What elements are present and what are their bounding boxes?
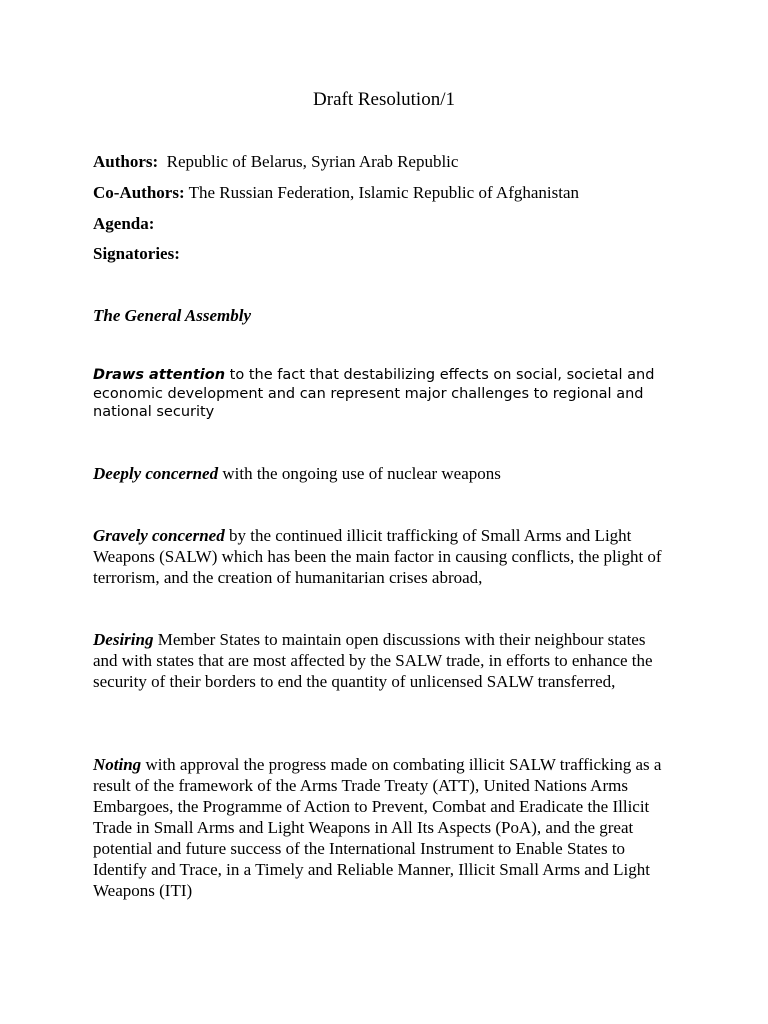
agenda-line [93,213,693,235]
clause-keyword: Draws attention [93,367,226,383]
authors-value: Republic of Belarus, Syrian Arab Republic [166,152,459,171]
clause-keyword: Desiring [93,630,154,649]
clause-text: by the continued illicit trafficking of Small Arms and Light Weapons (SALW) which has been the main factor in causing conflicts, the plight of terrorism, and the creation of humanitarian crises abroad, [93,526,662,587]
clause-text: Member States to maintain open discussions with their neighbour states and with states that are most affected by the SALW trade, in efforts to enhance the security of their borders to end the quantity of unlicensed SALW transferred, [93,630,653,691]
clause-deeply-concerned [93,463,673,484]
coauthors-line [93,182,693,204]
body-heading: The General Assembly [93,306,252,325]
clause-text: with the ongoing use of nuclear weapons [218,464,501,483]
clause-text: to the fact that destabilizing effects on social, societal and economic development and can represent major challenges to regional and national security [93,367,655,420]
signatories-label: Signatories: [93,244,180,263]
clause-desiring [93,629,673,692]
authors-line [93,151,693,173]
authors-label: Authors: [93,152,159,171]
clause-noting [93,754,673,901]
signatories-line [93,243,693,265]
clause-keyword: Deeply concerned [93,464,219,483]
clause-text: with approval the progress made on combating illicit SALW trafficking as a result of the framework of the Arms Trade Treaty (ATT), United Nations Arms Embargoes, the Programme of Action to Prevent, Combat and Eradicate the Illicit Trade in Small Arms and Light Weapons in All Its Aspects (PoA), and the great potential and future success of the International Instrument to Enable States to Identify and Trace, in a Timely and Reliable Manner, Illicit Small Arms and Light Weapons (ITI) [93,755,662,900]
clause-draws-attention [93,366,683,422]
agenda-label: Agenda: [93,214,155,233]
clause-keyword: Gravely concerned [93,526,225,545]
coauthors-value: The Russian Federation, Islamic Republic of Afghanistan [188,183,580,202]
coauthors-label: Co-Authors: [93,183,185,202]
clause-gravely-concerned [93,525,673,588]
document-title: Draft Resolution/1 [313,89,455,110]
clause-keyword: Noting [93,755,142,774]
